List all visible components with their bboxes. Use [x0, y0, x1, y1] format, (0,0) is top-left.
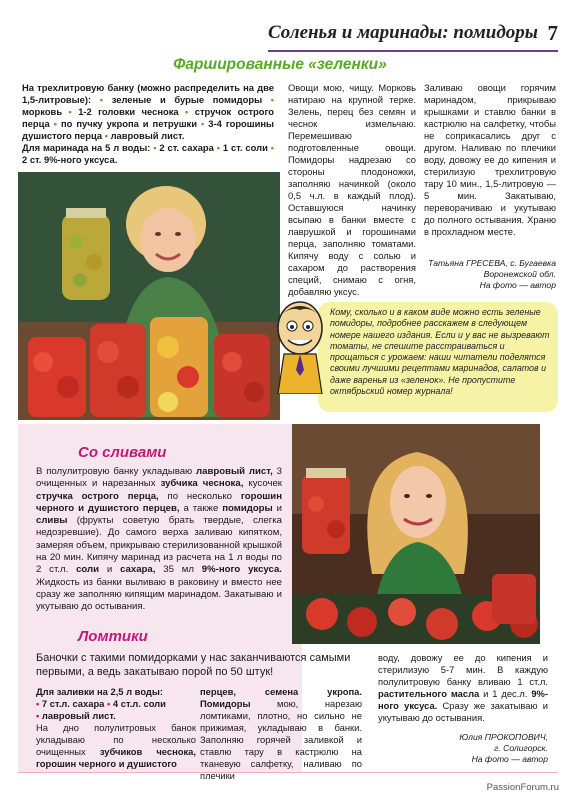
article1-body-col3: Заливаю овощи горячим маринадом, прикрываю крышками и ставлю банки в кастрюлю на салфетку, чтобы не соприкасались друг с другом. Наливаю по плечики воду, довожу ее до кипения и стерилизую трехлитровую тару 10 мин., 1,5-литровую — 5 мин. Закатываю, переворачиваю и укутываю до полного остывания. Храню в прохладном месте.	[424, 82, 556, 237]
photo-credit: На фото — автор	[471, 754, 548, 764]
author-name: Юлия ПРОКОПОВИЧ,	[459, 732, 548, 742]
ingredients-intro: На трехлитровую банку (можно распределить на две 1,5-литровые):	[22, 82, 274, 105]
footer-divider	[18, 772, 558, 773]
ingredient-item: 1-2 головки чеснока	[78, 106, 179, 117]
marinade-item: 2 ст. сахара	[159, 142, 214, 153]
article3-signature	[400, 732, 548, 765]
marinade-item: 2 ст. 9%-ного уксуса.	[22, 154, 118, 165]
article3-col1: Для заливки на 2,5 л воды: • 7 ст.л. сахара • 4 ст.л. соли • лавровый лист. На дно полулитровых банок укладываю по несколько очищенных зубчиков чеснока, горошин черного и душистого	[36, 686, 196, 769]
article3-intro: Баночки с такими помидорками у нас заканчиваются самыми первыми, а ведь закатываю порой по 50 штук!	[36, 652, 351, 678]
ingredient-item: зеленые и бурые помидоры	[111, 94, 263, 105]
article1-signature	[400, 258, 556, 291]
article1-title: Фаршированные «зеленки»	[173, 56, 387, 73]
author-name: Татьяна ГРЕСЕВА, с. Бугаевка	[428, 258, 556, 268]
section-title: Соленья и маринады: помидоры	[268, 22, 538, 43]
article1-body-col2: Овощи мою, чищу. Морковь натираю на крупной терке. Зелень, перец без семян и чеснок измельчаю. Перемешиваю подготовленные овощи. Помидоры надрезаю со стороны плодоножки, заполняю начинкой (около 0,5 ч.л. в каждый плод). Оставшуюся начинку всыпаю в банки вместе с лаврушкой и горошинами перца, заполняю томатами. Кипячу воду с солью и сахаром до растворения специй, снимаю с огня, добавляю уксус.	[288, 82, 416, 297]
author-place: г. Солигорск.	[494, 743, 548, 753]
article3-col3: воду, довожу ее до кипения и стерилизую 5-7 мин. В каждую полулитровую банку вливаю 1 ст.л. растительного масла и 1 дес.л. 9%-ного уксуса. Сразу же закатываю и укутываю до остывания.	[378, 652, 548, 723]
brine-intro: Для заливки на 2,5 л воды:	[36, 686, 164, 697]
cartoon-character-icon	[270, 298, 330, 394]
ingredient-item: морковь	[22, 106, 63, 117]
page-header	[268, 22, 558, 48]
author-place: Воронежской обл.	[483, 269, 556, 279]
ingredient-item: лавровый лист.	[110, 130, 185, 141]
article3-title: Ломтики	[78, 628, 148, 645]
author-photo-2	[292, 424, 540, 644]
ingredient-item: по пучку укропа и петрушки	[61, 118, 197, 129]
header-rule	[268, 50, 558, 52]
ingredient-item: 3-4 горошины душистого перца	[22, 118, 275, 141]
page-number: 7	[547, 21, 558, 45]
article3-col2: перцев, семена укропа. Помидоры мою, нарезаю ломтиками, плотно, но сильно не прижимая, укладываю в банки. Заполняю горячей заливкой и ставлю тару в кастрюлю на тканевую салфетку, наливаю по плечики	[200, 686, 362, 781]
article2-title: Со сливами	[78, 444, 167, 461]
article1-ingredients: На трехлитровую банку (можно распределить на две 1,5-литровые): • зеленые и бурые помидоры • морковь • 1-2 головки чеснока • стручок острого перца • по пучку укропа и петрушки • 3-4 горошины душистого перца • лавровый лист. Для маринада на 5 л воды: • 2 ст. сахара • 1 ст. соли • 2 ст. 9%-ного уксуса.	[22, 82, 275, 165]
announcement-text: Кому, сколько и в каком виде можно есть зеленые помидоры, подробнее расскажем в следующем номере нашего издания. Если и у вас не вызревают томаты, не спешите расстраиваться и прощаться с урожаем: наши читатели поделятся своими лучшими рецептами маринадов, салатов и даже варенья из «зеленок». Не пропустите октябрьский номер журнала!	[330, 307, 550, 397]
article2-body: В полулитровую банку укладываю лавровый лист, 3 очищенных и нарезанных зубчика чеснока, кусочек стручка острого перца, по несколько горошин черного и душистого перцев, а также помидоры и сливы (фрукты советую брать твердые, слегка недозревшие). До самого верха заливаю кипятком, замеряя объем, прикрываю стерилизованной крышкой на 20 мин. Кипячу маринад из расчета на 1 л воды по 2 ст.л. соли и сахара, 35 мл 9%-ного уксуса. Жидкость из банки выливаю в раковину и вместо нее сразу же заполняю кипящим маринадом. Закатываю и укутываю до остывания.	[36, 466, 283, 613]
marinade-intro: Для маринада на 5 л воды:	[22, 142, 151, 153]
author-photo-with-jars	[18, 172, 280, 420]
watermark-url[interactable]: PassionForum.ru	[486, 782, 559, 793]
ingredient-item: стручок острого перца	[22, 106, 274, 129]
marinade-item: 1 ст. соли	[222, 142, 268, 153]
photo-credit: На фото — автор	[479, 280, 556, 290]
